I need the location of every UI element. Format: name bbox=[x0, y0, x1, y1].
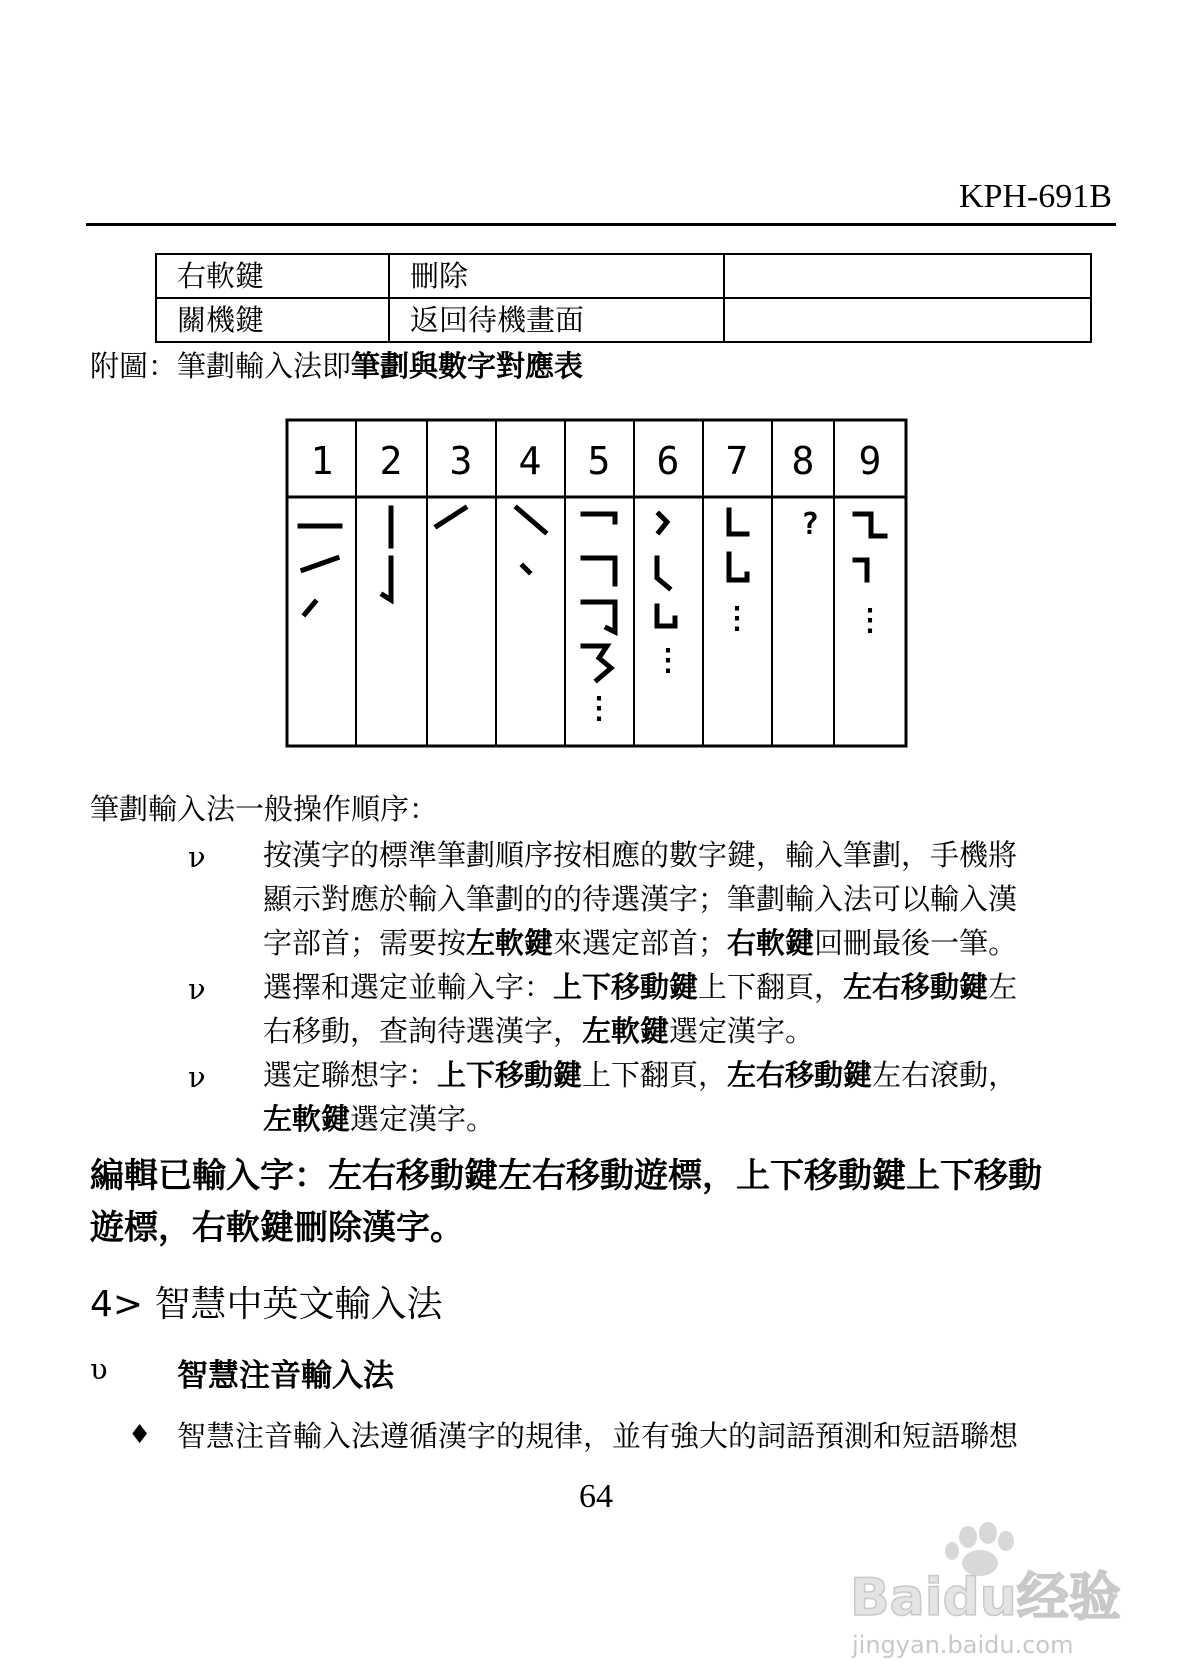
stroke-key-6: 6 bbox=[656, 439, 680, 483]
watermark-url: jingyan.baidu.com bbox=[852, 1631, 1074, 1659]
bullet-icon: ν bbox=[188, 972, 206, 1006]
key-extra-cell bbox=[724, 298, 1091, 342]
more-strokes-icon: ⋮ bbox=[584, 691, 614, 726]
figure-caption bbox=[90, 344, 583, 388]
edit-line: 遊標，右軟鍵刪除漢字。 bbox=[90, 1208, 464, 1248]
bullet-line: 按漢字的標準筆劃順序按相應的數字鍵，輸入筆劃，手機將 bbox=[263, 838, 1018, 872]
wildcard-question-icon: ? bbox=[800, 507, 820, 542]
sub-bullet-icon: υ bbox=[90, 1352, 108, 1386]
table-row bbox=[156, 298, 1091, 342]
bullet-line: 選定聯想字：上下移動鍵上下翻頁，左右移動鍵左右滾動， bbox=[263, 1058, 1018, 1092]
page-number: 64 bbox=[579, 1478, 613, 1515]
bullet-line: 右移動，查詢待選漢字，左軟鍵選定漢字。 bbox=[263, 1014, 815, 1048]
edit-line: 編輯已輸入字：左右移動鍵左右移動遊標，上下移動鍵上下移動 bbox=[90, 1156, 1042, 1196]
stroke-key-9: 9 bbox=[858, 439, 882, 483]
more-strokes-icon: ⋮ bbox=[855, 603, 885, 638]
table-row bbox=[156, 254, 1091, 298]
more-strokes-icon: ⋮ bbox=[653, 643, 683, 678]
stroke-key-3: 3 bbox=[449, 439, 473, 483]
bullet-item-1 bbox=[263, 833, 1123, 965]
stroke-key-2: 2 bbox=[379, 439, 403, 483]
stroke-key-5: 5 bbox=[587, 439, 611, 483]
key-name-cell: 右軟鍵 bbox=[156, 254, 389, 298]
key-function-table bbox=[155, 253, 1092, 343]
ops-title: 筆劃輸入法一般操作順序： bbox=[90, 792, 439, 826]
key-extra-cell bbox=[724, 254, 1091, 298]
baidu-watermark bbox=[848, 1515, 1148, 1665]
key-action-cell: 刪除 bbox=[389, 254, 724, 298]
bullet-icon: ν bbox=[188, 840, 206, 874]
header-rule bbox=[86, 223, 1116, 226]
watermark-brand: Baidu经验 bbox=[850, 1568, 1121, 1628]
bullet-icon: ν bbox=[188, 1060, 206, 1094]
body-text: 智慧注音輸入法遵循漢字的規律，並有強大的詞語預測和短語聯想 bbox=[177, 1419, 1019, 1453]
stroke-number-figure bbox=[285, 418, 908, 748]
more-strokes-icon: ⋮ bbox=[722, 601, 752, 636]
model-number: KPH-691B bbox=[958, 178, 1112, 215]
bullet-line: 字部首；需要按左軟鍵來選定部首；右軟鍵回刪最後一筆。 bbox=[263, 926, 1018, 960]
bullet-item-3 bbox=[263, 1053, 1123, 1141]
caption-prefix: 附圖：筆劃輸入法即 bbox=[90, 349, 352, 383]
key-action-cell: 返回待機畫面 bbox=[389, 298, 724, 342]
stroke-key-1: 1 bbox=[310, 439, 334, 483]
stroke-key-7: 7 bbox=[725, 439, 749, 483]
bullet-line: 左軟鍵選定漢字。 bbox=[263, 1102, 496, 1136]
caption-bold: 筆劃與數字對應表 bbox=[351, 349, 584, 383]
stroke-key-4: 4 bbox=[518, 439, 542, 483]
diamond-bullet-icon: ♦ bbox=[128, 1420, 152, 1450]
key-name-cell: 關機鍵 bbox=[156, 298, 389, 342]
sub-heading: 智慧注音輸入法 bbox=[177, 1358, 394, 1394]
edit-instructions bbox=[90, 1150, 1130, 1254]
bullet-line: 選擇和選定並輸入字：上下移動鍵上下翻頁，左右移動鍵左 bbox=[263, 970, 1018, 1004]
section-heading: 4> 智慧中英文輸入法 bbox=[90, 1284, 443, 1325]
bullet-line: 顯示對應於輸入筆劃的的待選漢字；筆劃輸入法可以輸入漢 bbox=[263, 882, 1018, 916]
stroke-key-8: 8 bbox=[791, 439, 815, 483]
bullet-item-2 bbox=[263, 965, 1123, 1053]
